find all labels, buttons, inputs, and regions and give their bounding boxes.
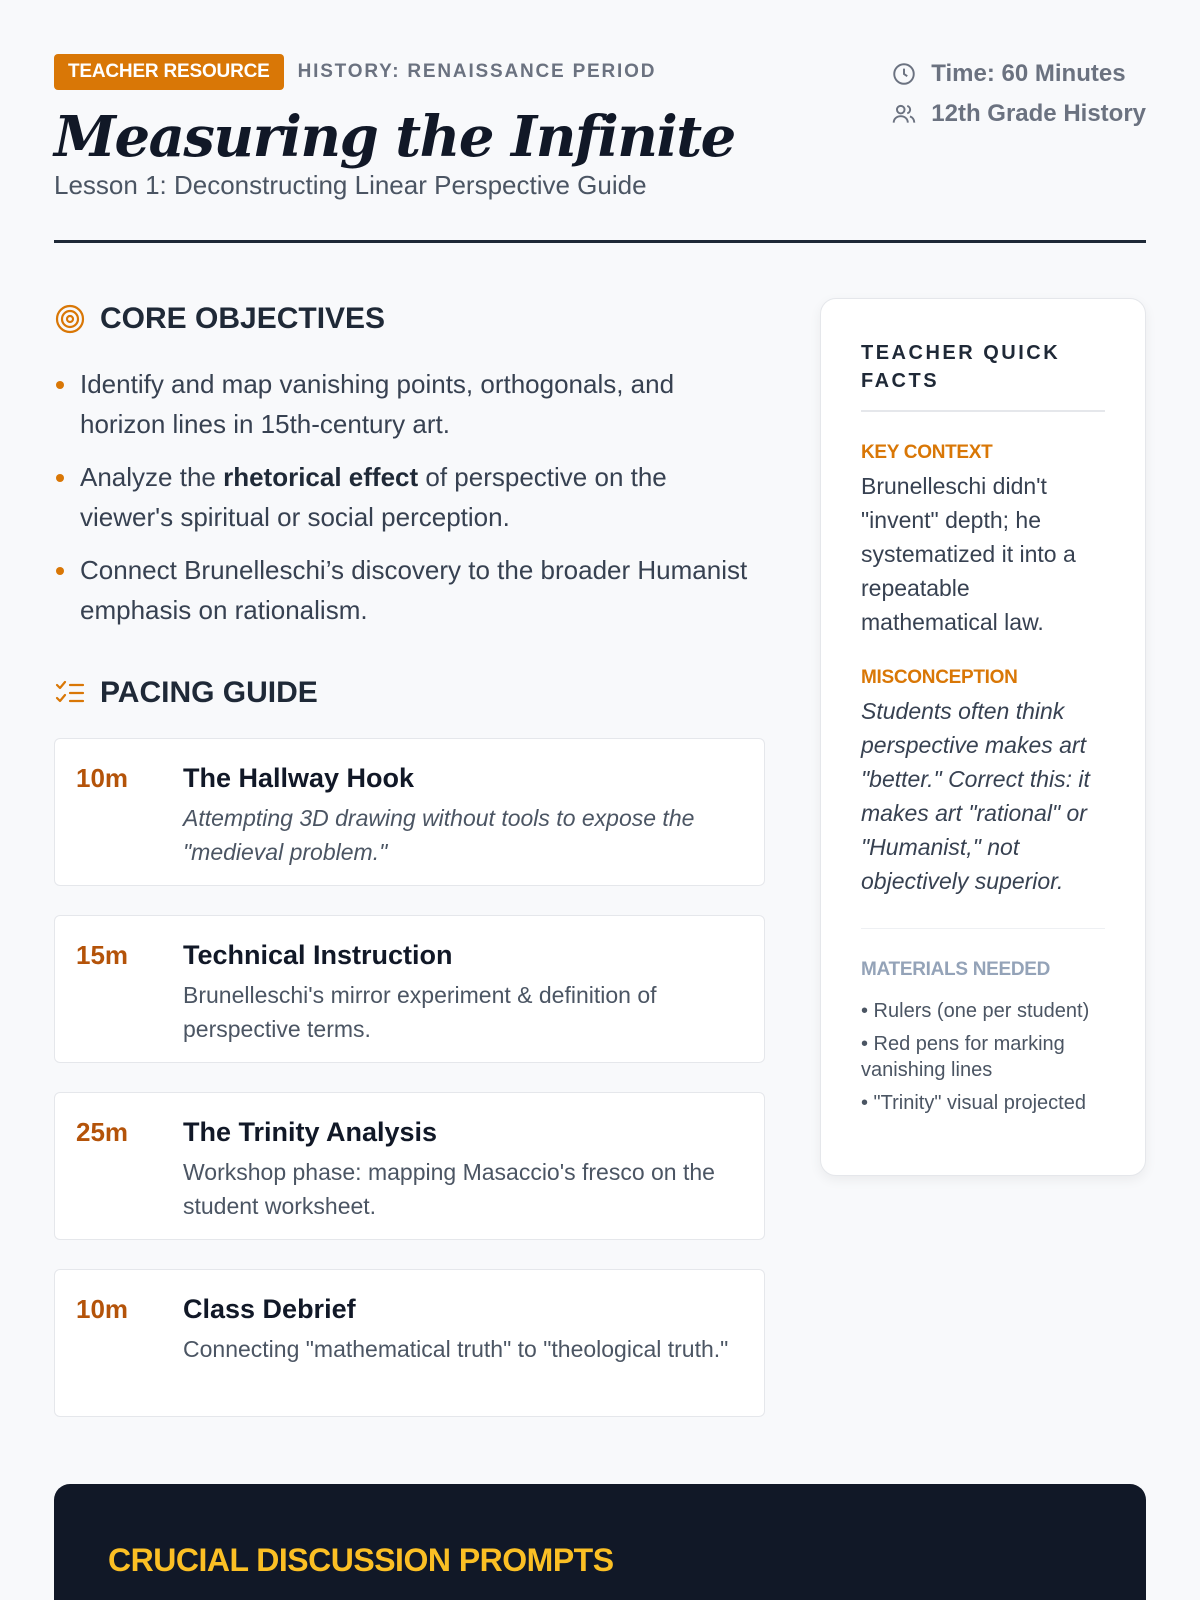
discussion-prompts-panel — [54, 1484, 1146, 1600]
quick-facts-heading: TEACHER QUICK FACTS — [861, 342, 1061, 392]
list-item — [54, 364, 754, 444]
list-item: • Rulers (one per student) — [861, 1000, 1090, 1022]
pacing-card — [54, 915, 765, 1063]
list-item: • Red pens for marking vanishing lines — [861, 1033, 1065, 1081]
pacing-description: Attempting 3D drawing without tools to expose the "medieval problem." — [183, 805, 695, 865]
pacing-title: The Trinity Analysis — [183, 1117, 438, 1147]
lesson-meta — [891, 54, 1146, 134]
objective-text: Connect Brunelleschi’s discovery to the broader Humanist emphasis on rationalism. — [80, 555, 748, 625]
header-divider — [54, 240, 1146, 243]
pacing-title: Technical Instruction — [183, 940, 453, 970]
objective-text: of perspective on the viewer's spiritual or social perception. — [80, 462, 667, 532]
pacing-description: Brunelleschi's mirror experiment & definition of perspective terms. — [183, 982, 657, 1042]
divider — [861, 410, 1105, 412]
key-context-label: KEY CONTEXT — [861, 441, 993, 463]
discussion-heading: CRUCIAL DISCUSSION PROMPTS — [108, 1542, 614, 1578]
misconception-label: MISCONCEPTION — [861, 666, 1018, 688]
pacing-duration: 10m — [76, 1294, 129, 1324]
pacing-heading-label: PACING GUIDE — [100, 676, 318, 709]
grade-meta — [891, 94, 1146, 134]
pacing-card — [54, 1269, 765, 1417]
objective-emphasis: rhetorical effect — [223, 462, 419, 492]
pacing-card — [54, 738, 765, 886]
page-header — [54, 54, 1146, 201]
time-meta — [891, 54, 1146, 94]
list-item: • "Trinity" visual projected — [861, 1092, 1086, 1114]
objectives-heading — [54, 302, 385, 336]
target-icon — [54, 303, 86, 335]
pacing-duration: 15m — [76, 940, 129, 970]
page-title: Measuring the Infinite — [54, 104, 735, 170]
clock-icon — [891, 61, 917, 87]
materials-list — [861, 998, 1105, 1116]
pacing-duration: 10m — [76, 763, 129, 793]
checklist-icon — [54, 677, 86, 709]
pacing-title: Class Debrief — [183, 1294, 356, 1324]
quick-facts-panel — [820, 298, 1146, 1176]
grade-label: 12th Grade History — [931, 100, 1146, 127]
objective-text: Identify and map vanishing points, orthogonals, and horizon lines in 15th-century art. — [80, 369, 675, 439]
key-context-text: Brunelleschi didn't "invent" depth; he systematized it into a repeatable mathematical law. — [861, 472, 1076, 635]
users-icon — [891, 101, 917, 127]
page-subtitle: Lesson 1: Deconstructing Linear Perspective Guide — [54, 170, 647, 200]
time-label: Time: 60 Minutes — [931, 60, 1126, 87]
objectives-heading-label: CORE OBJECTIVES — [100, 302, 386, 335]
materials-label: MATERIALS NEEDED — [861, 959, 1051, 980]
resource-badge: TEACHER RESOURCE — [54, 54, 284, 90]
objective-text: Analyze the — [80, 462, 224, 492]
pacing-heading — [54, 676, 318, 710]
list-item — [54, 550, 754, 630]
divider — [861, 928, 1105, 930]
objectives-list — [54, 364, 754, 643]
misconception-text: Students often think perspective makes art "better." Correct this: it makes art "rational" or "Humanist," not objectively superior. — [861, 697, 1090, 894]
pacing-title: The Hallway Hook — [183, 763, 415, 793]
subject-label: HISTORY: RENAISSANCE PERIOD — [297, 61, 657, 82]
pacing-description: Workshop phase: mapping Masaccio's fresco on the student worksheet. — [183, 1159, 715, 1219]
pacing-duration: 25m — [76, 1117, 129, 1147]
pacing-card — [54, 1092, 765, 1240]
list-item — [54, 457, 754, 537]
pacing-description: Connecting "mathematical truth" to "theological truth." — [183, 1336, 729, 1362]
